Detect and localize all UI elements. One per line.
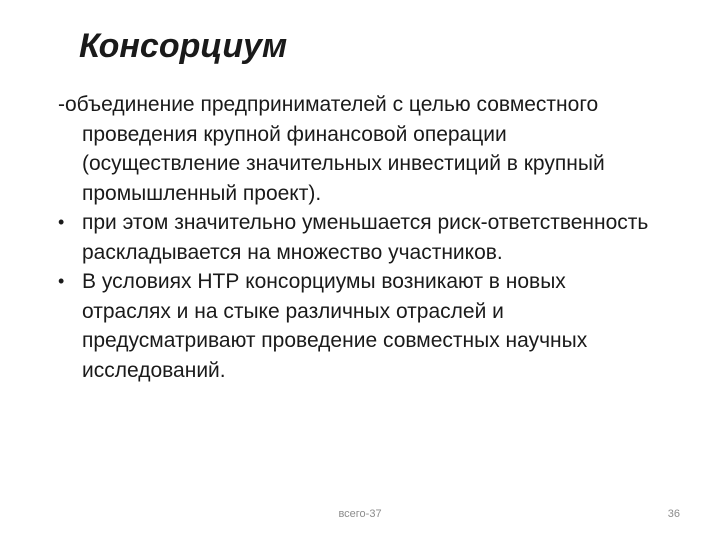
bullet-text: В условиях НТР консорциумы возникают в новых отраслях и на стыке различных отраслей и предусматривают проведение совместных научных исследований. [82, 270, 588, 382]
bullet-item-risk [58, 208, 658, 267]
definition-paragraph: -объединение предпринимателей с целью совместного проведения крупной финансовой операции (осуществление значительных инвестиций в крупный промышленный проект). [58, 93, 605, 205]
bullet-icon: • [58, 271, 65, 291]
bullet-text: при этом значительно уменьшается риск-ответственность раскладывается на множество участников. [82, 211, 649, 264]
slide-body [58, 90, 658, 385]
bullet-item-ntr [58, 267, 658, 385]
slide-title: Консорциум [79, 27, 288, 65]
bullet-icon: • [58, 212, 65, 232]
footer-total: всего-37 [338, 508, 382, 520]
page-number: 36 [667, 508, 680, 520]
